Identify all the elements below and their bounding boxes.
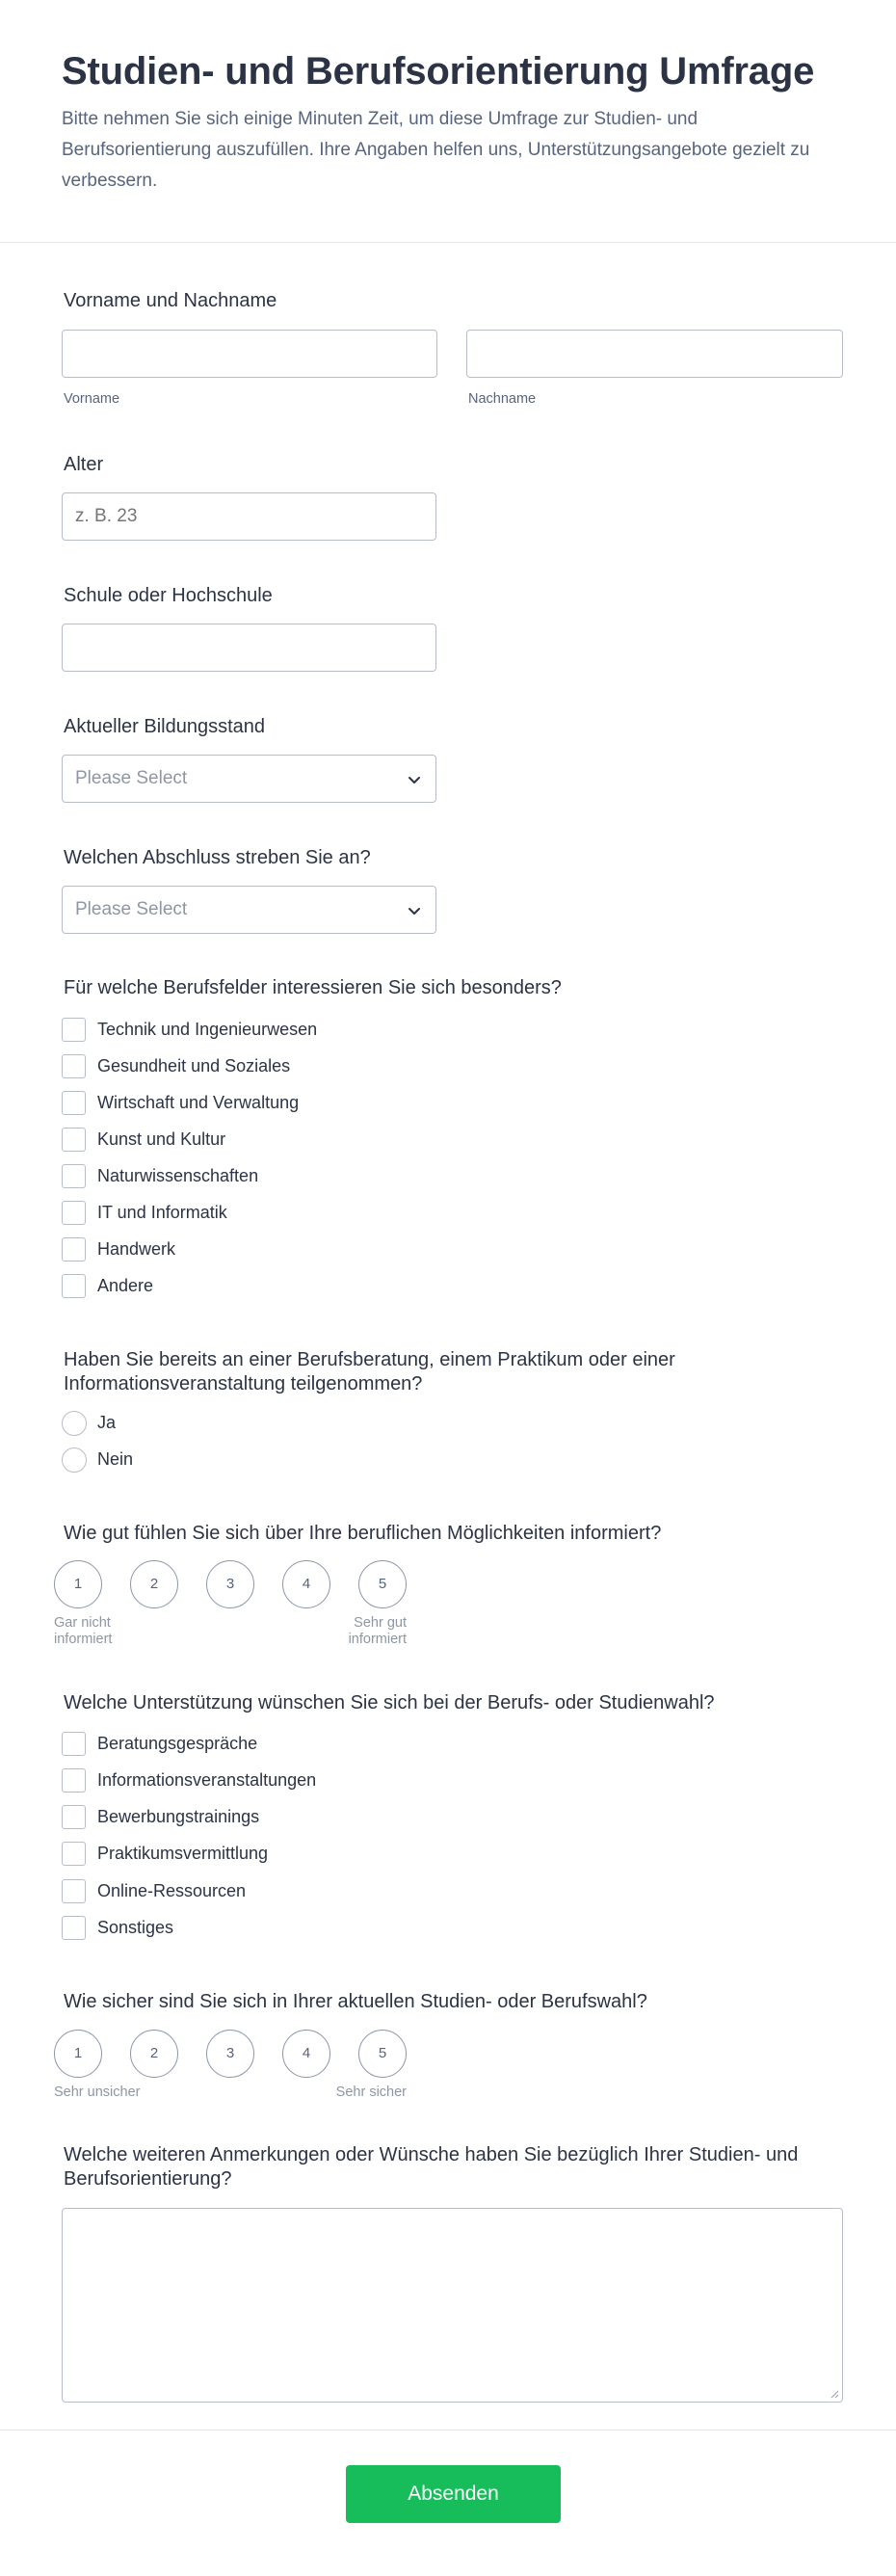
fields-label: Für welche Berufsfelder interessieren Sie sich besonders?: [64, 977, 562, 998]
chevron-down-icon: [407, 903, 422, 918]
counseling-option-label: Nein: [97, 1449, 134, 1469]
scale-option[interactable]: 1: [54, 2030, 102, 2078]
submit-button[interactable]: Absenden: [346, 2465, 561, 2523]
checkbox[interactable]: [62, 1842, 86, 1866]
scale-low-label: Sehr unsicher: [54, 2085, 141, 2100]
support-option-label: Online-Ressourcen: [97, 1881, 247, 1900]
scale-option[interactable]: 3: [206, 2030, 254, 2078]
name-label: Vorname und Nachname: [64, 290, 277, 311]
scale-option[interactable]: 4: [282, 1560, 330, 1608]
scale-low-label: Gar nicht informiert: [54, 1615, 113, 1647]
checkbox[interactable]: [62, 1164, 86, 1188]
education-select-value: Please Select: [75, 768, 188, 788]
age-label: Alter: [64, 454, 104, 475]
checkbox[interactable]: [62, 1054, 86, 1078]
scale-high-label: Sehr sicher: [335, 2085, 407, 2100]
scale-high-label: Sehr gut informiert: [348, 1615, 407, 1647]
counseling-option-label: Ja: [97, 1413, 117, 1432]
first-name-sublabel: Vorname: [64, 391, 120, 407]
last-name-sublabel: Nachname: [468, 391, 537, 407]
confidence-label: Wie sicher sind Sie sich in Ihrer aktuellen Studien- oder Berufswahl?: [64, 1991, 647, 2012]
checkbox[interactable]: [62, 1018, 86, 1042]
fields-option-label: Kunst und Kultur: [97, 1129, 226, 1149]
resize-grip-icon[interactable]: [830, 2389, 839, 2399]
form-title: Studien- und Berufsorientierung Umfrage: [62, 50, 815, 93]
fields-option-label: Technik und Ingenieurwesen: [97, 1020, 318, 1039]
support-label: Welche Unterstützung wünschen Sie sich bei der Berufs- oder Studienwahl?: [64, 1692, 715, 1713]
checkbox[interactable]: [62, 1732, 86, 1756]
fields-option-label: Andere: [97, 1276, 154, 1295]
education-select[interactable]: [62, 755, 436, 803]
first-name-input[interactable]: [62, 330, 437, 378]
support-option-label: Bewerbungstrainings: [97, 1807, 260, 1826]
scale-option[interactable]: 2: [130, 2030, 178, 2078]
support-option-label: Sonstiges: [97, 1918, 174, 1937]
informed-label: Wie gut fühlen Sie sich über Ihre beruflichen Möglichkeiten informiert?: [64, 1523, 662, 1544]
support-option-label: Beratungsgespräche: [97, 1734, 258, 1753]
radio-button[interactable]: [62, 1447, 87, 1473]
degree-label: Welchen Abschluss streben Sie an?: [64, 847, 371, 868]
fields-option-label: Wirtschaft und Verwaltung: [97, 1093, 300, 1112]
checkbox[interactable]: [62, 1805, 86, 1829]
form-header: [0, 0, 896, 243]
school-label: Schule oder Hochschule: [64, 585, 273, 606]
checkbox[interactable]: [62, 1237, 86, 1261]
support-option-label: Praktikumsvermittlung: [97, 1844, 269, 1863]
degree-select[interactable]: [62, 886, 436, 934]
fields-option-label: Naturwissenschaften: [97, 1166, 259, 1185]
scale-option[interactable]: 5: [358, 1560, 407, 1608]
form-description: Bitte nehmen Sie sich einige Minuten Zeit, um diese Umfrage zur Studien- und Berufsorientierung auszufüllen. Ihre Angaben helfen uns, Unterstützungsangebote gezielt zu verbessern.: [62, 109, 810, 191]
last-name-input[interactable]: [466, 330, 843, 378]
chevron-down-icon: [407, 772, 422, 787]
education-label: Aktueller Bildungsstand: [64, 716, 266, 737]
scale-option[interactable]: 3: [206, 1560, 254, 1608]
scale-option[interactable]: 1: [54, 1560, 102, 1608]
checkbox[interactable]: [62, 1879, 86, 1903]
scale-option[interactable]: 5: [358, 2030, 407, 2078]
scale-option[interactable]: 4: [282, 2030, 330, 2078]
fields-option-label: Gesundheit und Soziales: [97, 1056, 291, 1076]
degree-select-value: Please Select: [75, 899, 188, 919]
school-input[interactable]: [62, 624, 436, 672]
radio-button[interactable]: [62, 1411, 87, 1436]
counseling-label: Haben Sie bereits an einer Berufsberatung, einem Praktikum oder einer Informationsveranstaltung teilgenommen?: [64, 1349, 675, 1394]
checkbox[interactable]: [62, 1201, 86, 1225]
fields-option-label: IT und Informatik: [97, 1203, 227, 1222]
scale-option[interactable]: 2: [130, 1560, 178, 1608]
checkbox[interactable]: [62, 1916, 86, 1940]
age-input[interactable]: [62, 492, 436, 541]
checkbox[interactable]: [62, 1091, 86, 1115]
support-option-label: Informationsveranstaltungen: [97, 1770, 317, 1790]
checkbox[interactable]: [62, 1128, 86, 1152]
comments-textarea[interactable]: [62, 2208, 843, 2403]
checkbox[interactable]: [62, 1274, 86, 1298]
checkbox[interactable]: [62, 1768, 86, 1793]
comments-label: Welche weiteren Anmerkungen oder Wünsche haben Sie bezüglich Ihrer Studien- und Berufsorientierung?: [64, 2144, 799, 2190]
fields-option-label: Handwerk: [97, 1239, 176, 1259]
